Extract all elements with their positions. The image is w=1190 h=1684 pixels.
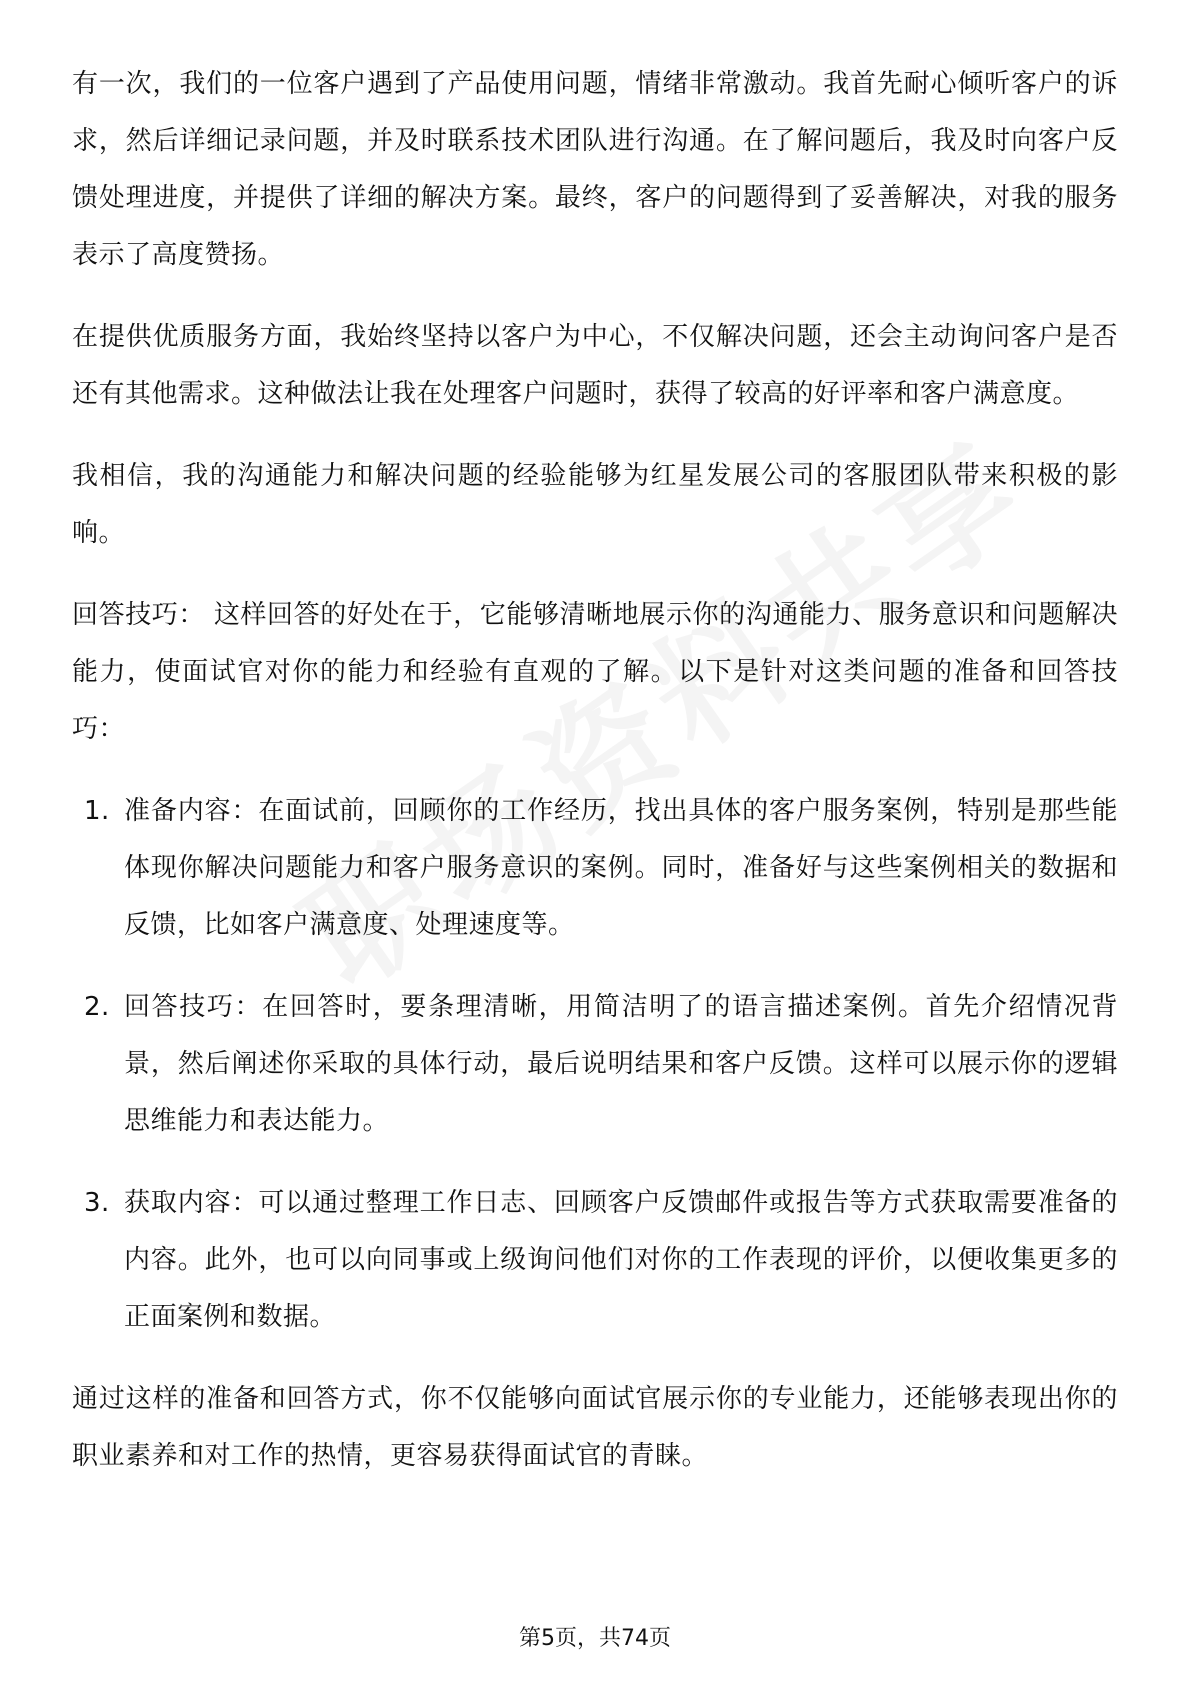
list-item [72,783,1118,954]
paragraph-answer-tips: 回答技巧： 这样回答的好处在于，它能够清晰地展示你的沟通能力、服务意识和问题解决能力，使面试官对你的能力和经验有直观的了解。以下是针对这类问题的准备和回答技巧： [72,600,1118,744]
list-item-number: 3. [84,1188,110,1218]
list-item [72,979,1118,1150]
list-item-number: 2. [84,992,110,1022]
paragraph-closing: 通过这样的准备和回答方式，你不仅能够向面试官展示你的专业能力，还能够表现出你的职业素养和对工作的热情，更容易获得面试官的青睐。 [72,1384,1118,1471]
list-item-number: 1. [84,796,110,826]
paragraph-belief: 我相信，我的沟通能力和解决问题的经验能够为红星发展公司的客服团队带来积极的影响。 [72,461,1118,548]
paragraph-customer-story: 有一次，我们的一位客户遇到了产品使用问题，情绪非常激动。我首先耐心倾听客户的诉求，然后详细记录问题，并及时联系技术团队进行沟通。在了解问题后，我及时向客户反馈处理进度，并提供了详细的解决方案。最终，客户的问题得到了妥善解决，对我的服务表示了高度赞扬。 [72,69,1118,270]
list-item-text: 获取内容：可以通过整理工作日志、回顾客户反馈邮件或报告等方式获取需要准备的内容。此外，也可以向同事或上级询问他们对你的工作表现的评价，以便收集更多的正面案例和数据。 [124,1188,1118,1332]
paragraph-quality-service: 在提供优质服务方面，我始终坚持以客户为中心，不仅解决问题，还会主动询问客户是否还有其他需求。这种做法让我在处理客户问题时，获得了较高的好评率和客户满意度。 [72,322,1118,409]
page-number: 第5页，共74页 [519,1626,671,1651]
list-item-text: 准备内容：在面试前，回顾你的工作经历，找出具体的客户服务案例，特别是那些能体现你解决问题能力和客户服务意识的案例。同时，准备好与这些案例相关的数据和反馈，比如客户满意度、处理速度等。 [124,796,1118,940]
list-item [72,1175,1118,1346]
document-body [72,56,1118,1510]
tips-list [72,783,1118,1346]
list-item-text: 回答技巧：在回答时，要条理清晰，用简洁明了的语言描述案例。首先介绍情况背景，然后阐述你采取的具体行动，最后说明结果和客户反馈。这样可以展示你的逻辑思维能力和表达能力。 [124,992,1118,1136]
